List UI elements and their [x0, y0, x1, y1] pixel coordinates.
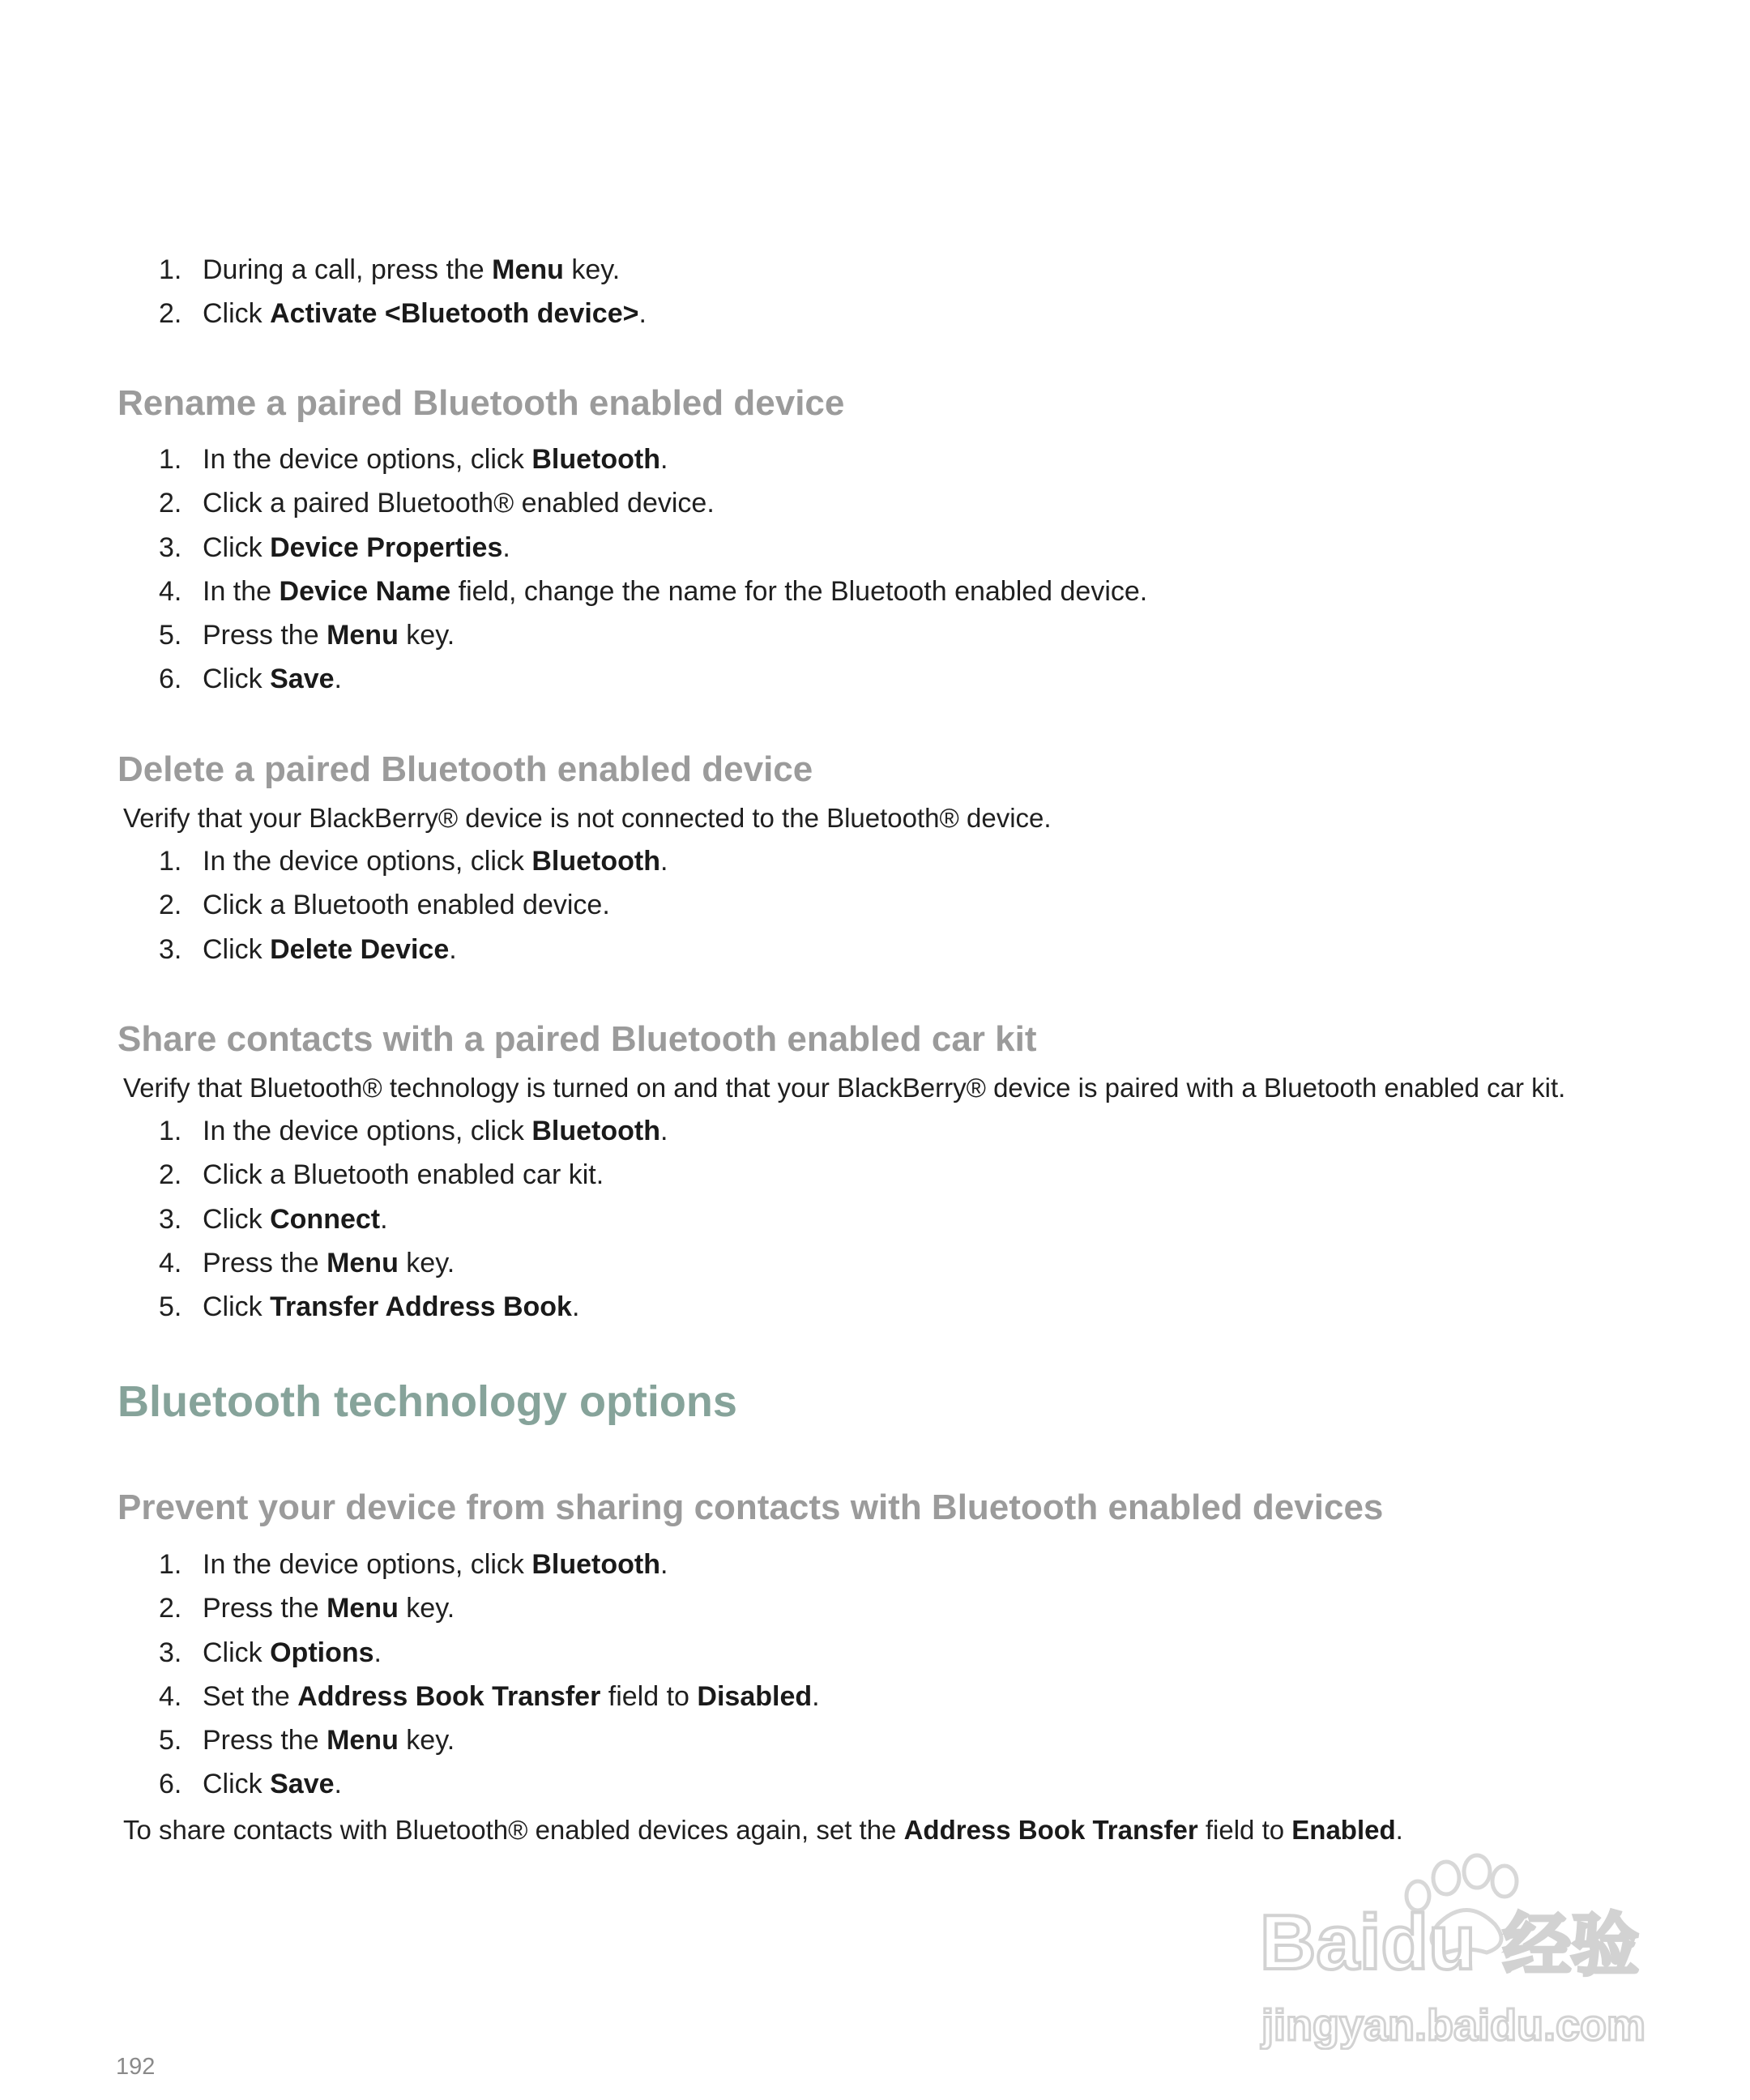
step-item	[0, 481, 1620, 525]
bold-term: Bluetooth	[531, 846, 660, 877]
bold-term: Address Book Transfer	[297, 1680, 601, 1712]
step-number: 6.	[159, 664, 182, 695]
prevent-footer-note: To share contacts with Bluetooth® enabled devices again, set the Address Book Transfer field to Enabled.	[123, 1815, 1403, 1845]
rename-steps-list	[0, 438, 1620, 702]
delete-heading: Delete a paired Bluetooth enabled device	[117, 749, 813, 789]
bold-term: Delete Device	[270, 933, 450, 965]
step-number: 5.	[159, 620, 182, 651]
step-item	[0, 1675, 1620, 1718]
bold-term: Menu	[327, 1247, 399, 1278]
step-item	[0, 1762, 1620, 1806]
step-item	[0, 1543, 1620, 1586]
rename-steps-block	[0, 438, 1620, 702]
step-text: During a call, press the Menu key.	[203, 254, 621, 285]
step-text: In the device options, click Bluetooth.	[203, 1549, 668, 1580]
bold-term: Save	[270, 664, 335, 695]
bold-term: Save	[270, 1769, 335, 1800]
step-text: Click Delete Device.	[203, 933, 457, 965]
bold-term: Address Book Transfer	[903, 1815, 1198, 1845]
step-number: 2.	[159, 1593, 182, 1624]
step-number: 3.	[159, 531, 182, 563]
bold-term: Enabled	[1291, 1815, 1396, 1845]
step-number: 3.	[159, 1637, 182, 1668]
step-item	[0, 1109, 1620, 1153]
bold-term: Device Properties	[270, 531, 503, 563]
step-item	[0, 1153, 1620, 1197]
prevent-heading: Prevent your device from sharing contacts with Bluetooth enabled devices	[117, 1488, 1384, 1527]
bold-term: Disabled	[697, 1680, 813, 1712]
step-number: 1.	[159, 846, 182, 877]
step-text: Click Activate <Bluetooth device>.	[203, 298, 647, 330]
delete-steps-block	[0, 839, 1620, 971]
step-item	[0, 438, 1620, 481]
watermark-brand: Baidu	[1260, 1899, 1476, 1986]
step-item	[0, 526, 1620, 570]
step-number: 2.	[159, 488, 182, 519]
delete-steps-list	[0, 839, 1620, 971]
step-item	[0, 292, 1620, 335]
bold-term: Connect	[270, 1203, 381, 1235]
step-text: Click Transfer Address Book.	[203, 1291, 580, 1323]
step-number: 3.	[159, 1203, 182, 1235]
step-number: 1.	[159, 444, 182, 475]
step-number: 3.	[159, 933, 182, 965]
bold-term: Menu	[327, 1725, 399, 1756]
step-item	[0, 1586, 1620, 1630]
step-text: Click Save.	[203, 1769, 342, 1800]
step-text: In the device options, click Bluetooth.	[203, 444, 668, 475]
step-text: Click Options.	[203, 1637, 382, 1668]
step-item	[0, 928, 1620, 971]
step-item	[0, 657, 1620, 701]
step-item	[0, 248, 1620, 292]
call-steps-block	[0, 248, 1620, 336]
bold-term: Activate <Bluetooth device>	[270, 298, 639, 330]
bold-term: Transfer Address Book	[270, 1291, 572, 1323]
step-text: Set the Address Book Transfer field to Disabled.	[203, 1680, 820, 1712]
bold-term: Menu	[492, 254, 564, 285]
bold-term: Bluetooth	[531, 444, 660, 475]
share-heading: Share contacts with a paired Bluetooth enabled car kit	[117, 1019, 1037, 1059]
step-number: 4.	[159, 1680, 182, 1712]
step-number: 6.	[159, 1769, 182, 1800]
step-number: 1.	[159, 254, 182, 285]
call-steps-list	[0, 248, 1620, 336]
step-text: Click a Bluetooth enabled car kit.	[203, 1159, 604, 1191]
step-text: Click a Bluetooth enabled device.	[203, 890, 610, 921]
step-number: 5.	[159, 1291, 182, 1323]
bold-term: Menu	[327, 1593, 399, 1624]
baidu-watermark	[1252, 1847, 1673, 2050]
step-text: Press the Menu key.	[203, 620, 455, 651]
prevent-steps-list	[0, 1543, 1620, 1807]
step-number: 2.	[159, 1159, 182, 1191]
bold-term: Menu	[327, 620, 399, 651]
rename-heading: Rename a paired Bluetooth enabled device	[117, 383, 845, 423]
step-item	[0, 839, 1620, 883]
options-heading: Bluetooth technology options	[117, 1377, 737, 1426]
step-number: 4.	[159, 575, 182, 607]
step-item	[0, 1285, 1620, 1329]
step-number: 4.	[159, 1247, 182, 1278]
step-item	[0, 1718, 1620, 1762]
step-item	[0, 1631, 1620, 1675]
step-item	[0, 1241, 1620, 1285]
step-item	[0, 613, 1620, 657]
watermark-cn: 经验	[1503, 1906, 1640, 1985]
step-text: Click a paired Bluetooth® enabled device.	[203, 488, 715, 519]
step-text: Click Device Properties.	[203, 531, 510, 563]
step-text: Press the Menu key.	[203, 1247, 455, 1278]
step-item	[0, 570, 1620, 613]
step-text: In the Device Name field, change the name for the Bluetooth enabled device.	[203, 575, 1148, 607]
step-number: 5.	[159, 1725, 182, 1756]
share-prerequisite-note: Verify that Bluetooth® technology is turned on and that your BlackBerry® device is paired with a Bluetooth enabled car kit.	[123, 1073, 1566, 1103]
bold-term: Bluetooth	[531, 1116, 660, 1146]
step-text: In the device options, click Bluetooth.	[203, 1116, 668, 1146]
delete-prerequisite-note: Verify that your BlackBerry® device is not connected to the Bluetooth® device.	[123, 803, 1052, 833]
prevent-steps-block	[0, 1543, 1620, 1807]
bold-term: Bluetooth	[531, 1549, 660, 1580]
step-text: Click Connect.	[203, 1203, 388, 1235]
step-text: Click Save.	[203, 664, 342, 695]
bold-term: Options	[270, 1637, 374, 1668]
step-item	[0, 1197, 1620, 1241]
watermark-url: jingyan.baidu.com	[1261, 2001, 1646, 2050]
step-number: 2.	[159, 298, 182, 330]
step-text: Press the Menu key.	[203, 1725, 455, 1756]
step-text: Press the Menu key.	[203, 1593, 455, 1624]
step-number: 1.	[159, 1549, 182, 1580]
share-steps-block	[0, 1109, 1620, 1329]
page-number: 192	[116, 2054, 156, 2080]
share-steps-list	[0, 1109, 1620, 1329]
step-text: In the device options, click Bluetooth.	[203, 846, 668, 877]
bold-term: Device Name	[279, 575, 451, 607]
step-number: 1.	[159, 1116, 182, 1146]
step-item	[0, 883, 1620, 927]
step-number: 2.	[159, 890, 182, 921]
